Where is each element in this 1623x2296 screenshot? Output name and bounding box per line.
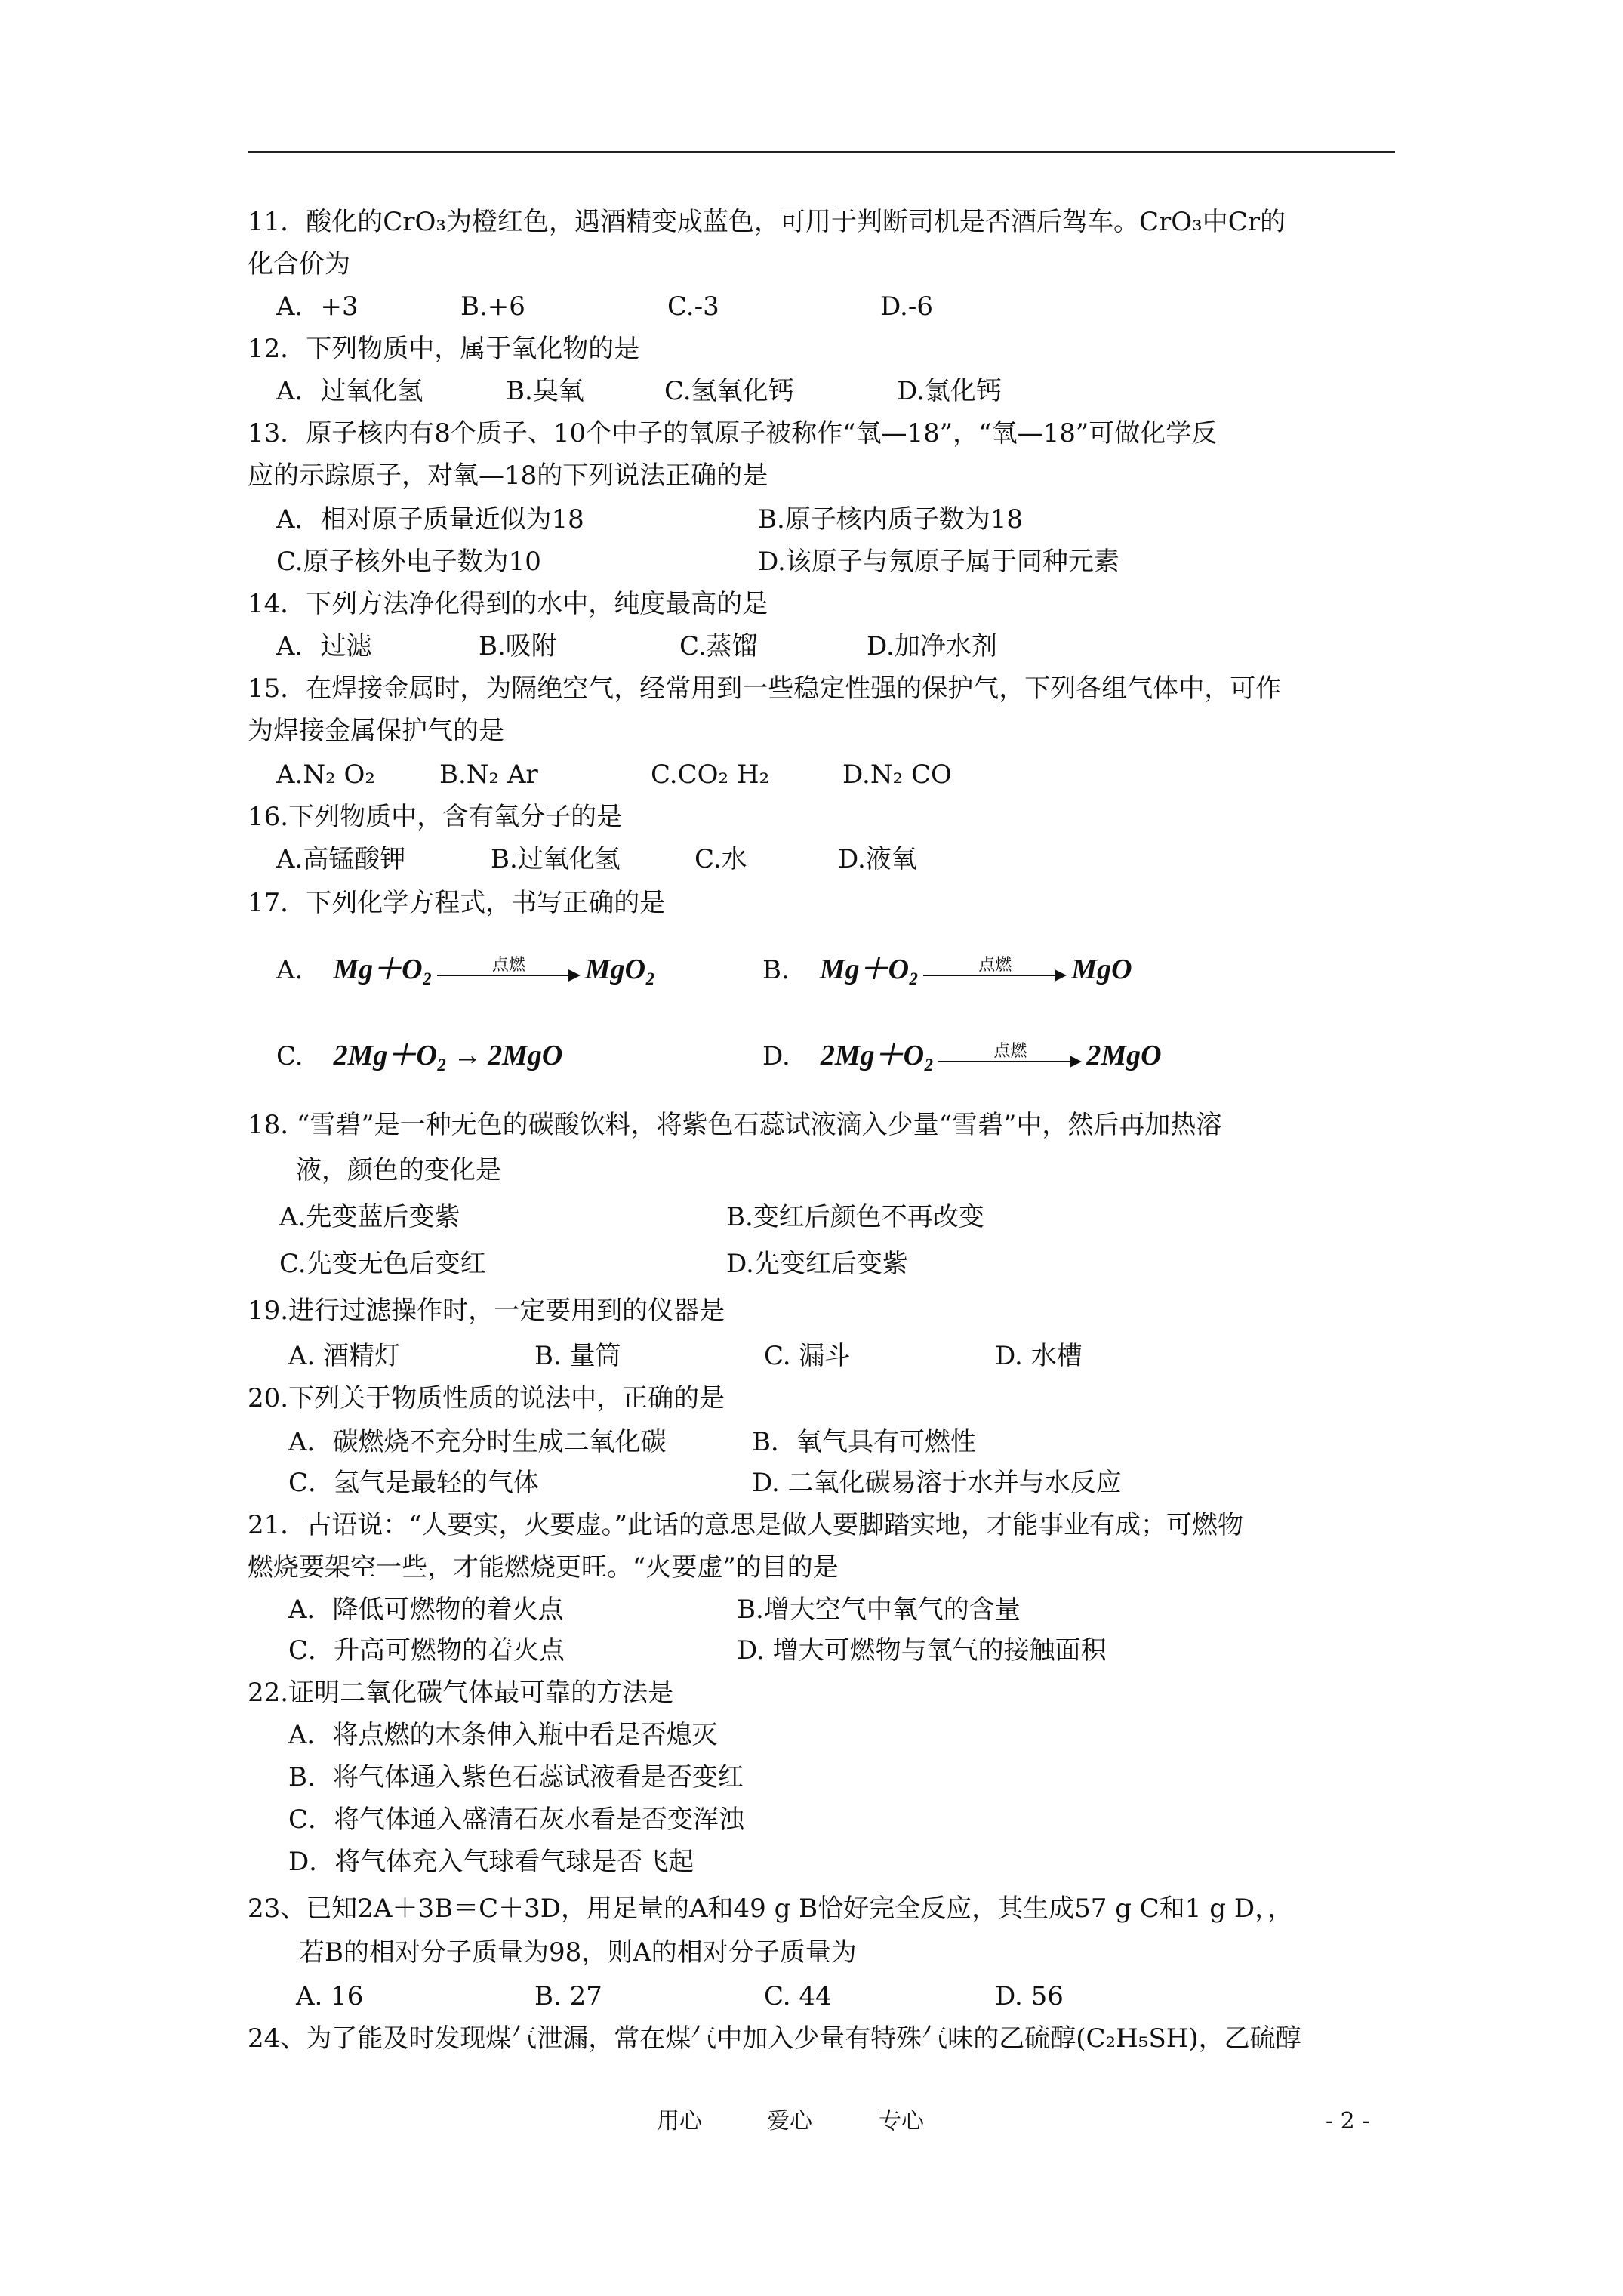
footer-motto-2: 爱心 bbox=[767, 2108, 812, 2134]
q18-option-b: B.变红后颜色不再改变 bbox=[726, 1202, 984, 1232]
q17-option-a-letter: A. bbox=[276, 955, 303, 985]
q11-option-c: C.-3 bbox=[667, 291, 719, 322]
reaction-arrow bbox=[437, 957, 581, 987]
question-12-stem: 12．下列物质中，属于氧化物的是 bbox=[248, 334, 640, 364]
q13-option-b: B.原子核内质子数为18 bbox=[758, 504, 1024, 535]
q22-option-c: C．将气体通入盛清石灰水看是否变浑浊 bbox=[288, 1804, 745, 1835]
question-15-stem-cont: 为焊接金属保护气的是 bbox=[248, 716, 504, 746]
q16-option-a: A.高锰酸钾 bbox=[276, 844, 406, 874]
q20-option-a: A．碳燃烧不充分时生成二氧化碳 bbox=[288, 1427, 667, 1457]
q19-option-b: B. 量筒 bbox=[534, 1341, 621, 1371]
q17-c-products: 2MgO bbox=[488, 1040, 563, 1071]
question-16-stem: 16.下列物质中，含有氧分子的是 bbox=[248, 802, 623, 832]
q20-option-d: D. 二氧化碳易溶于水并与水反应 bbox=[752, 1468, 1122, 1498]
q11-option-d: D.-6 bbox=[880, 291, 933, 322]
q17-equation-a bbox=[276, 953, 655, 987]
reaction-condition: 点燃 bbox=[978, 956, 1012, 975]
q17-d-reactants: 2Mg＋O₂ bbox=[820, 1040, 935, 1071]
footer-motto-3: 专心 bbox=[879, 2108, 924, 2134]
q17-option-c-letter: C. bbox=[276, 1041, 303, 1071]
q13-option-d: D.该原子与氖原子属于同种元素 bbox=[758, 547, 1119, 577]
header-rule bbox=[248, 151, 1395, 153]
q21-option-d: D. 增大可燃物与氧气的接触面积 bbox=[737, 1635, 1107, 1666]
q15-option-a: A.N₂ O₂ bbox=[276, 760, 376, 790]
q22-option-b: B．将气体通入紫色石蕊试液看是否变红 bbox=[288, 1762, 744, 1792]
question-18-stem-cont: 液，颜色的变化是 bbox=[296, 1155, 501, 1185]
q19-option-c: C. 漏斗 bbox=[764, 1341, 851, 1371]
question-19-stem: 19.进行过滤操作时，一定要用到的仪器是 bbox=[248, 1296, 725, 1326]
q16-option-d: D.液氧 bbox=[838, 844, 917, 874]
q22-option-d: D．将气体充入气球看气球是否飞起 bbox=[288, 1847, 694, 1877]
q11-option-a: A．+3 bbox=[276, 291, 359, 322]
q17-equation-b bbox=[762, 953, 1132, 987]
q18-option-d: D.先变红后变紫 bbox=[726, 1249, 908, 1279]
reaction-condition: 点燃 bbox=[993, 1042, 1027, 1062]
q12-option-c: C.氢氧化钙 bbox=[664, 376, 794, 406]
q17-c-reactants: 2Mg＋O₂ bbox=[333, 1040, 448, 1071]
question-22-stem: 22.证明二氧化碳气体最可靠的方法是 bbox=[248, 1678, 674, 1708]
question-11-stem: 11．酸化的CrO₃为橙红色，遇酒精变成蓝色，可用于判断司机是否酒后驾车。CrO₃中Cr的 bbox=[248, 207, 1286, 237]
q21-option-b: B.增大空气中氧气的含量 bbox=[737, 1595, 1021, 1625]
q17-d-products: 2MgO bbox=[1086, 1040, 1162, 1071]
q17-equation-c bbox=[276, 1039, 562, 1073]
question-13-stem: 13．原子核内有8个质子、10个中子的氧原子被称作“氧—18”，“氧—18”可做化学反 bbox=[248, 418, 1218, 448]
q14-option-c: C.蒸馏 bbox=[679, 631, 758, 661]
reaction-arrow bbox=[923, 957, 1067, 987]
q12-option-d: D.氯化钙 bbox=[897, 376, 1002, 406]
question-13-stem-cont: 应的示踪原子，对氧—18的下列说法正确的是 bbox=[248, 461, 768, 491]
q17-b-products: MgO bbox=[1071, 954, 1132, 985]
footer-motto-1: 用心 bbox=[657, 2108, 702, 2134]
question-21-stem: 21．古语说：“人要实，火要虚。”此话的意思是做人要脚踏实地，才能事业有成；可燃物 bbox=[248, 1510, 1244, 1540]
q19-option-d: D. 水槽 bbox=[995, 1341, 1083, 1371]
q13-option-c: C.原子核外电子数为10 bbox=[276, 547, 541, 577]
q17-a-products: MgO₂ bbox=[584, 954, 656, 985]
q23-option-a: A. 16 bbox=[296, 1981, 364, 2011]
question-23-stem-cont: 若B的相对分子质量为98，则A的相对分子质量为 bbox=[299, 1937, 857, 1968]
reaction-arrow: → bbox=[453, 1040, 482, 1071]
q13-option-a: A．相对原子质量近似为18 bbox=[276, 504, 584, 535]
q21-option-c: C．升高可燃物的着火点 bbox=[288, 1635, 565, 1666]
q19-option-a: A. 酒精灯 bbox=[288, 1341, 401, 1371]
q22-option-a: A．将点燃的木条伸入瓶中看是否熄灭 bbox=[288, 1720, 718, 1750]
q15-option-b: B.N₂ Ar bbox=[439, 760, 538, 790]
question-18-stem: 18. “雪碧”是一种无色的碳酸饮料，将紫色石蕊试液滴入少量“雪碧”中，然后再加热溶 bbox=[248, 1110, 1222, 1140]
reaction-condition: 点燃 bbox=[491, 956, 525, 975]
q20-option-c: C．氢气是最轻的气体 bbox=[288, 1468, 540, 1498]
q15-option-d: D.N₂ CO bbox=[842, 760, 952, 790]
q17-option-d-letter: D. bbox=[762, 1041, 790, 1071]
q12-option-b: B.臭氧 bbox=[506, 376, 584, 406]
question-17-stem: 17．下列化学方程式，书写正确的是 bbox=[248, 888, 666, 918]
q18-option-c: C.先变无色后变红 bbox=[279, 1249, 486, 1279]
q23-option-c: C. 44 bbox=[764, 1981, 832, 2011]
q17-option-b-letter: B. bbox=[762, 955, 790, 985]
question-24-stem: 24、为了能及时发现煤气泄漏，常在煤气中加入少量有特殊气味的乙硫醇(C₂H₅SH)，乙硫醇 bbox=[248, 2023, 1301, 2054]
q20-option-b: B．氧气具有可燃性 bbox=[752, 1427, 976, 1457]
q17-b-reactants: Mg＋O₂ bbox=[819, 954, 919, 985]
question-11-stem-cont: 化合价为 bbox=[248, 249, 350, 279]
q21-option-a: A．降低可燃物的着火点 bbox=[288, 1595, 564, 1625]
q14-option-d: D.加净水剂 bbox=[867, 631, 997, 661]
q14-option-a: A．过滤 bbox=[276, 631, 372, 661]
page-number: - 2 - bbox=[1326, 2108, 1370, 2134]
q17-equation-d bbox=[762, 1039, 1162, 1073]
q12-option-a: A．过氧化氢 bbox=[276, 376, 423, 406]
q18-option-a: A.先变蓝后变紫 bbox=[279, 1202, 460, 1232]
q11-option-b: B.+6 bbox=[460, 291, 525, 322]
question-21-stem-cont: 燃烧要架空一些，才能燃烧更旺。“火要虚”的目的是 bbox=[248, 1552, 839, 1583]
question-14-stem: 14．下列方法净化得到的水中，纯度最高的是 bbox=[248, 589, 768, 619]
q23-option-b: B. 27 bbox=[534, 1981, 602, 2011]
question-23-stem: 23、已知2A＋3B＝C＋3D，用足量的A和49 g B恰好完全反应，其生成57 g C和1 g D，， bbox=[248, 1894, 1294, 1924]
question-15-stem: 15．在焊接金属时，为隔绝空气，经常用到一些稳定性强的保护气，下列各组气体中，可作 bbox=[248, 673, 1282, 704]
q23-option-d: D. 56 bbox=[995, 1981, 1064, 2011]
reaction-arrow bbox=[938, 1043, 1082, 1073]
q16-option-c: C.水 bbox=[694, 844, 747, 874]
q16-option-b: B.过氧化氢 bbox=[491, 844, 621, 874]
q17-a-reactants: Mg＋O₂ bbox=[333, 954, 433, 985]
question-20-stem: 20.下列关于物质性质的说法中，正确的是 bbox=[248, 1383, 725, 1413]
q15-option-c: C.CO₂ H₂ bbox=[651, 760, 770, 790]
q14-option-b: B.吸附 bbox=[479, 631, 557, 661]
